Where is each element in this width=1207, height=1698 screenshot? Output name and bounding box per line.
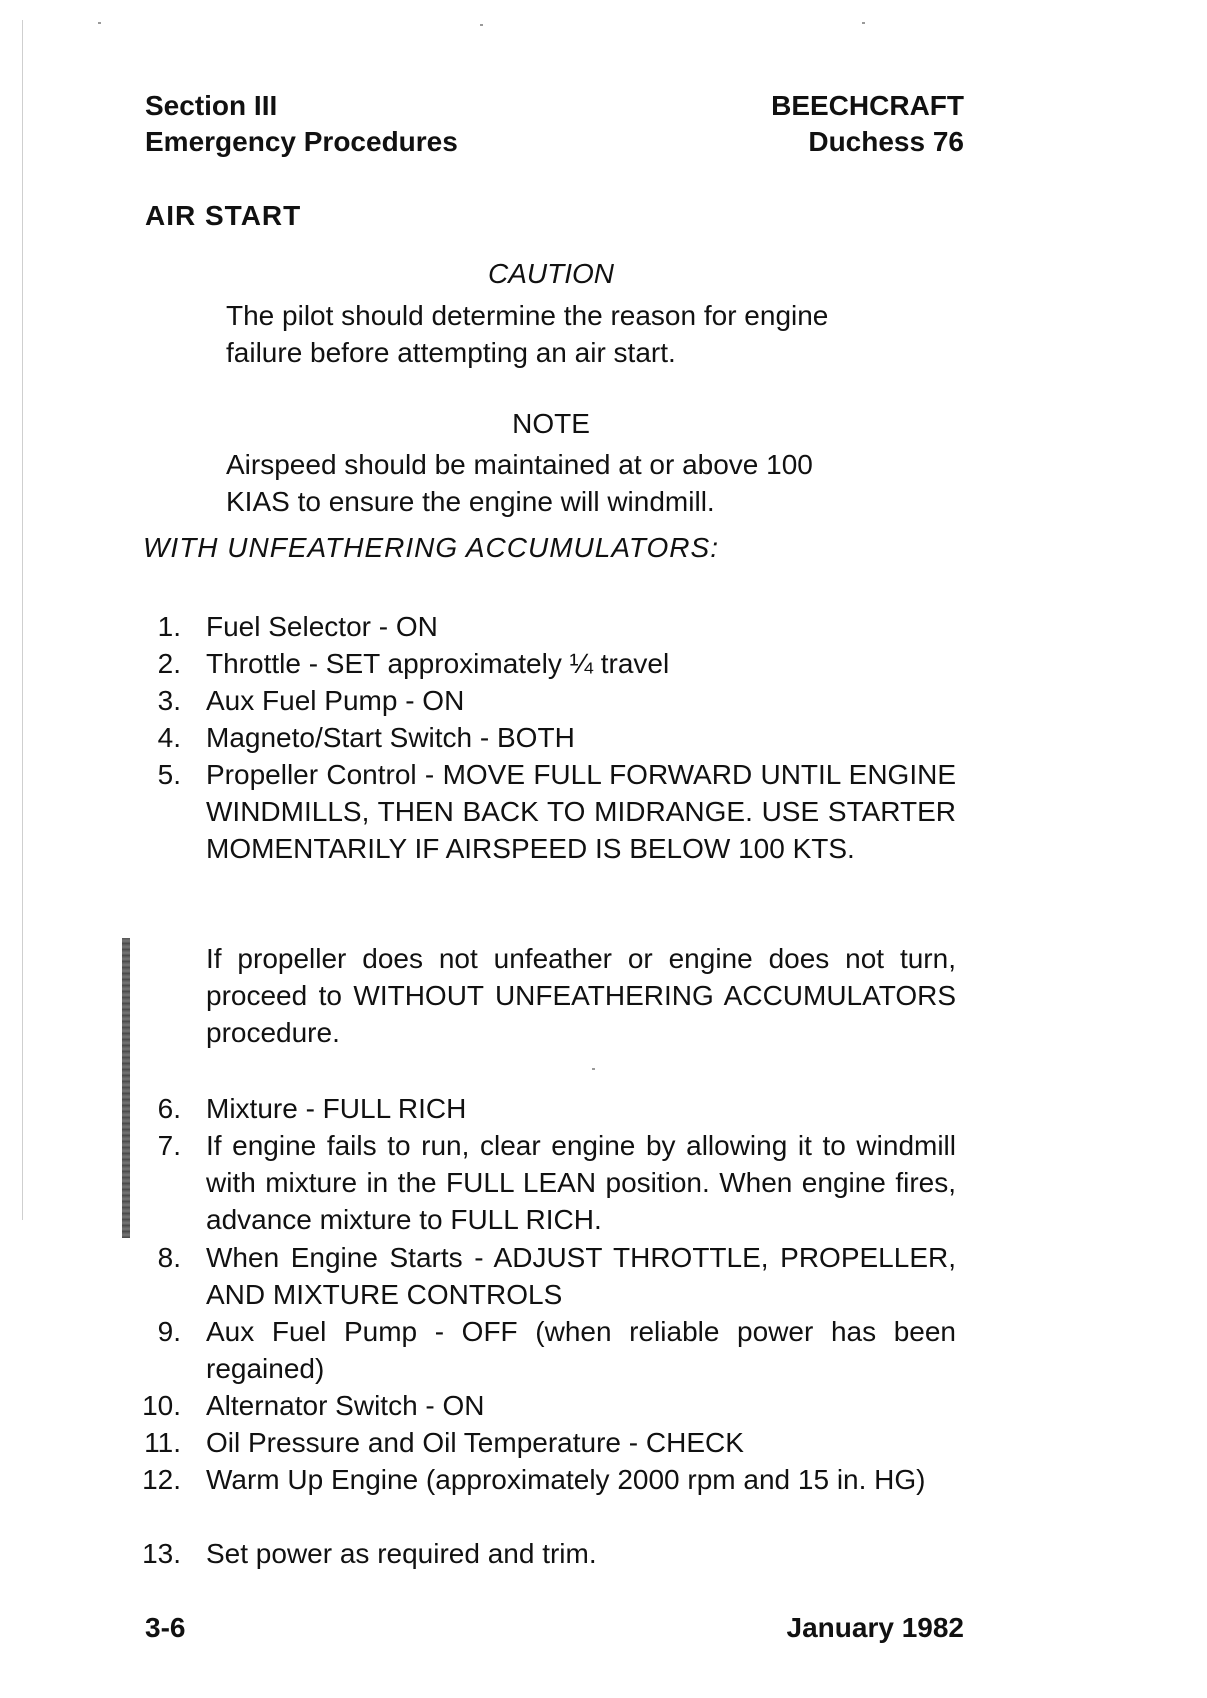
step-text: Aux Fuel Pump - ON: [206, 685, 465, 716]
step-number: 10.: [142, 1390, 181, 1421]
step-number: 5.: [157, 759, 181, 790]
scan-speck: [592, 1068, 595, 1070]
step-text: Mixture - FULL RICH: [206, 1093, 467, 1124]
step-text: If engine fails to run, clear engine by allowing it to windmill with mixture in the FULL LEAN position. When engine fires, advance mixture to FULL RICH.: [206, 1130, 956, 1235]
section-name: Emergency Procedures: [145, 126, 458, 157]
step-text: Propeller Control - MOVE FULL FORWARD UNTIL ENGINE WINDMILLS, THEN BACK TO MIDRANGE. USE STARTER MOMENTARILY IF AIRSPEED IS BELOW 100 KTS.: [206, 759, 956, 864]
step-number: 12.: [142, 1464, 181, 1495]
step-number: 2.: [157, 648, 181, 679]
step-text: When Engine Starts - ADJUST THROTTLE, PROPELLER, AND MIXTURE CONTROLS: [206, 1242, 956, 1310]
header-right: [771, 88, 964, 160]
aircraft-model: Duchess 76: [808, 126, 964, 157]
step-text: Alternator Switch - ON: [206, 1390, 485, 1421]
step-text: If propeller does not unfeather or engine does not turn, proceed to WITHOUT UNFEATHERING ACCUMULATORS procedure.: [206, 943, 956, 1048]
header-left: [145, 88, 458, 160]
scan-speck: [480, 24, 483, 26]
section-number: Section III: [145, 90, 278, 121]
step-number: 3.: [157, 685, 181, 716]
step-text: Set power as required and trim.: [206, 1538, 597, 1569]
caution-title: CAUTION: [488, 258, 614, 289]
page-number: 3-6: [145, 1612, 186, 1643]
step-number: 6.: [157, 1093, 181, 1124]
scan-speck: [98, 22, 101, 24]
scan-speck: [862, 22, 865, 24]
step-number: 1.: [157, 611, 181, 642]
caution-body: The pilot should determine the reason for engine failure before attempting an air start.: [226, 300, 829, 368]
section-title: AIR START: [145, 200, 302, 231]
step-text: Oil Pressure and Oil Temperature - CHECK: [206, 1427, 744, 1458]
manufacturer: BEECHCRAFT: [771, 90, 964, 121]
revision-date: January 1982: [786, 1612, 964, 1643]
step-number: 4.: [157, 722, 181, 753]
step-number: 9.: [157, 1316, 181, 1347]
step-text: Magneto/Start Switch - BOTH: [206, 722, 575, 753]
step-text: Fuel Selector - ON: [206, 611, 438, 642]
step-number: 13.: [142, 1538, 181, 1569]
revision-change-bar: [122, 938, 130, 1238]
step-text: Aux Fuel Pump - OFF (when reliable power has been regained): [206, 1316, 956, 1384]
step-text: Throttle - SET approximately ¼ travel: [206, 648, 670, 679]
page-edge-line: [22, 20, 23, 1220]
note-body: Airspeed should be maintained at or above 100 KIAS to ensure the engine will windmill.: [226, 449, 813, 517]
step-number: 8.: [157, 1242, 181, 1273]
step-text: Warm Up Engine (approximately 2000 rpm and 15 in. HG): [206, 1464, 926, 1495]
step-number: 11.: [144, 1427, 181, 1458]
note-title: NOTE: [512, 408, 590, 439]
procedure-subheading: WITH UNFEATHERING ACCUMULATORS:: [143, 532, 719, 563]
step-number: 7.: [157, 1130, 181, 1161]
